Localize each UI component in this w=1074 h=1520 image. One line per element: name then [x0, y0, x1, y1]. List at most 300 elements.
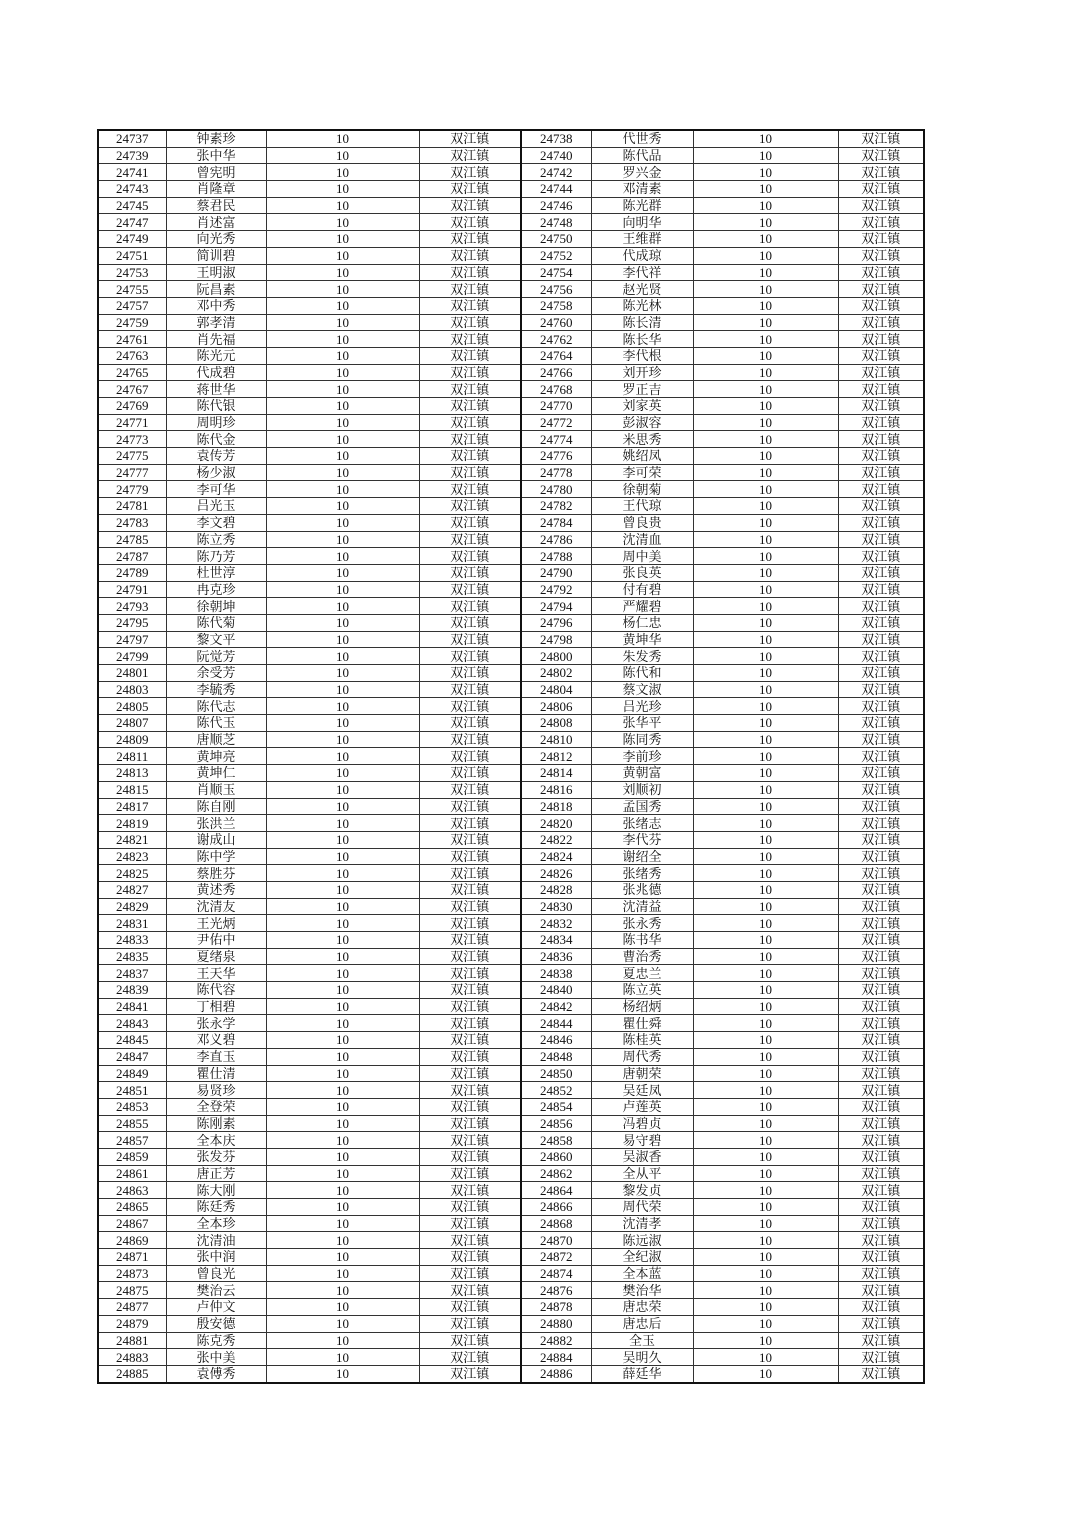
town-cell: 双江镇	[838, 314, 924, 331]
name-cell: 蔡胜芬	[166, 865, 266, 882]
amount-cell: 10	[266, 1132, 419, 1149]
name-cell: 冯碧贞	[591, 1115, 693, 1132]
record-id-cell: 24885	[98, 1365, 166, 1382]
town-cell: 双江镇	[838, 748, 924, 765]
record-id-cell: 24798	[521, 631, 591, 648]
record-id-cell: 24792	[521, 581, 591, 598]
table-row	[98, 1315, 924, 1332]
name-cell: 李前珍	[591, 748, 693, 765]
name-cell: 陈中学	[166, 848, 266, 865]
record-id-cell: 24762	[521, 331, 591, 348]
town-cell: 双江镇	[838, 281, 924, 298]
name-cell: 阮昌素	[166, 281, 266, 298]
name-cell: 吕光珍	[591, 698, 693, 715]
record-id-cell: 24822	[521, 831, 591, 848]
name-cell: 蔡文淑	[591, 681, 693, 698]
town-cell: 双江镇	[419, 331, 521, 348]
name-cell: 卢仲文	[166, 1299, 266, 1316]
record-id-cell: 24830	[521, 898, 591, 915]
town-cell: 双江镇	[838, 381, 924, 398]
town-cell: 双江镇	[419, 765, 521, 782]
record-id-cell: 24832	[521, 915, 591, 932]
name-cell: 张永秀	[591, 915, 693, 932]
record-id-cell: 24828	[521, 881, 591, 898]
table-row	[98, 1332, 924, 1349]
amount-cell: 10	[266, 464, 419, 481]
amount-cell: 10	[266, 1249, 419, 1266]
town-cell: 双江镇	[838, 965, 924, 982]
record-id-cell: 24777	[98, 464, 166, 481]
name-cell: 张中美	[166, 1349, 266, 1366]
town-cell: 双江镇	[838, 197, 924, 214]
town-cell: 双江镇	[419, 1332, 521, 1349]
amount-cell: 10	[266, 865, 419, 882]
name-cell: 张兆德	[591, 881, 693, 898]
amount-cell: 10	[693, 781, 838, 798]
amount-cell: 10	[266, 431, 419, 448]
record-id-cell: 24770	[521, 398, 591, 415]
town-cell: 双江镇	[838, 1182, 924, 1199]
record-id-cell: 24752	[521, 247, 591, 264]
record-id-cell: 24871	[98, 1249, 166, 1266]
town-cell: 双江镇	[838, 1299, 924, 1316]
amount-cell: 10	[266, 264, 419, 281]
name-cell: 冉克珍	[166, 581, 266, 598]
record-id-cell: 24783	[98, 514, 166, 531]
amount-cell: 10	[693, 214, 838, 231]
record-id-cell: 24760	[521, 314, 591, 331]
amount-cell: 10	[266, 231, 419, 248]
amount-cell: 10	[266, 381, 419, 398]
town-cell: 双江镇	[838, 998, 924, 1015]
name-cell: 张华平	[591, 715, 693, 732]
amount-cell: 10	[693, 314, 838, 331]
record-id-cell: 24850	[521, 1065, 591, 1082]
town-cell: 双江镇	[838, 214, 924, 231]
town-cell: 双江镇	[838, 331, 924, 348]
record-id-cell: 24786	[521, 531, 591, 548]
name-cell: 陈代金	[166, 431, 266, 448]
record-id-cell: 24774	[521, 431, 591, 448]
town-cell: 双江镇	[419, 181, 521, 198]
town-cell: 双江镇	[419, 1232, 521, 1249]
name-cell: 刘家英	[591, 398, 693, 415]
amount-cell: 10	[693, 231, 838, 248]
amount-cell: 10	[693, 431, 838, 448]
name-cell: 杨少淑	[166, 464, 266, 481]
town-cell: 双江镇	[419, 798, 521, 815]
record-id-cell: 24869	[98, 1232, 166, 1249]
town-cell: 双江镇	[419, 1199, 521, 1216]
name-cell: 陈代品	[591, 147, 693, 164]
amount-cell: 10	[266, 498, 419, 515]
amount-cell: 10	[693, 181, 838, 198]
record-id-cell: 24751	[98, 247, 166, 264]
town-cell: 双江镇	[838, 881, 924, 898]
name-cell: 陈立英	[591, 982, 693, 999]
record-id-cell: 24790	[521, 564, 591, 581]
record-id-cell: 24867	[98, 1215, 166, 1232]
record-id-cell: 24861	[98, 1165, 166, 1182]
town-cell: 双江镇	[838, 1082, 924, 1099]
town-cell: 双江镇	[838, 815, 924, 832]
table-row	[98, 798, 924, 815]
table-row	[98, 147, 924, 164]
record-id-cell: 24880	[521, 1315, 591, 1332]
name-cell: 代成碧	[166, 364, 266, 381]
town-cell: 双江镇	[838, 614, 924, 631]
amount-cell: 10	[693, 932, 838, 949]
record-id-cell: 24768	[521, 381, 591, 398]
amount-cell: 10	[693, 498, 838, 515]
amount-cell: 10	[266, 297, 419, 314]
town-cell: 双江镇	[419, 1182, 521, 1199]
record-id-cell: 24837	[98, 965, 166, 982]
table-row	[98, 1032, 924, 1049]
name-cell: 肖先福	[166, 331, 266, 348]
table-row	[98, 281, 924, 298]
name-cell: 黄坤亮	[166, 748, 266, 765]
amount-cell: 10	[693, 765, 838, 782]
amount-cell: 10	[266, 781, 419, 798]
amount-cell: 10	[693, 815, 838, 832]
town-cell: 双江镇	[419, 130, 521, 147]
record-id-cell: 24874	[521, 1265, 591, 1282]
town-cell: 双江镇	[419, 1265, 521, 1282]
record-id-cell: 24766	[521, 364, 591, 381]
name-cell: 李直玉	[166, 1048, 266, 1065]
table-row	[98, 498, 924, 515]
amount-cell: 10	[693, 698, 838, 715]
record-id-cell: 24775	[98, 448, 166, 465]
amount-cell: 10	[266, 1299, 419, 1316]
amount-cell: 10	[693, 631, 838, 648]
amount-cell: 10	[693, 1115, 838, 1132]
record-id-cell: 24824	[521, 848, 591, 865]
town-cell: 双江镇	[838, 1148, 924, 1165]
amount-cell: 10	[266, 848, 419, 865]
name-cell: 黄述秀	[166, 881, 266, 898]
name-cell: 张发芬	[166, 1148, 266, 1165]
amount-cell: 10	[266, 398, 419, 415]
amount-cell: 10	[266, 1032, 419, 1049]
record-id-cell: 24882	[521, 1332, 591, 1349]
amount-cell: 10	[266, 281, 419, 298]
amount-cell: 10	[693, 464, 838, 481]
name-cell: 刘顺初	[591, 781, 693, 798]
name-cell: 周中美	[591, 548, 693, 565]
amount-cell: 10	[266, 965, 419, 982]
amount-cell: 10	[266, 514, 419, 531]
amount-cell: 10	[693, 748, 838, 765]
record-id-cell: 24843	[98, 1015, 166, 1032]
name-cell: 沈清孝	[591, 1215, 693, 1232]
town-cell: 双江镇	[419, 514, 521, 531]
town-cell: 双江镇	[838, 1215, 924, 1232]
table-row	[98, 314, 924, 331]
table-row	[98, 765, 924, 782]
record-id-cell: 24754	[521, 264, 591, 281]
record-id-cell: 24816	[521, 781, 591, 798]
record-id-cell: 24755	[98, 281, 166, 298]
town-cell: 双江镇	[419, 715, 521, 732]
amount-cell: 10	[266, 1015, 419, 1032]
record-id-cell: 24818	[521, 798, 591, 815]
amount-cell: 10	[693, 798, 838, 815]
amount-cell: 10	[266, 648, 419, 665]
record-id-cell: 24782	[521, 498, 591, 515]
amount-cell: 10	[266, 1332, 419, 1349]
record-id-cell: 24805	[98, 698, 166, 715]
record-id-cell: 24772	[521, 414, 591, 431]
town-cell: 双江镇	[838, 1032, 924, 1049]
name-cell: 米思秀	[591, 431, 693, 448]
town-cell: 双江镇	[838, 548, 924, 565]
record-id-cell: 24849	[98, 1065, 166, 1082]
table-row	[98, 581, 924, 598]
table-row	[98, 1065, 924, 1082]
record-id-cell: 24741	[98, 164, 166, 181]
name-cell: 邓义碧	[166, 1032, 266, 1049]
record-id-cell: 24769	[98, 398, 166, 415]
town-cell: 双江镇	[838, 1098, 924, 1115]
name-cell: 陈书华	[591, 932, 693, 949]
amount-cell: 10	[693, 1098, 838, 1115]
record-id-cell: 24844	[521, 1015, 591, 1032]
record-id-cell: 24776	[521, 448, 591, 465]
record-id-cell: 24799	[98, 648, 166, 665]
amount-cell: 10	[693, 1032, 838, 1049]
amount-cell: 10	[693, 1199, 838, 1216]
record-id-cell: 24797	[98, 631, 166, 648]
name-cell: 夏绪泉	[166, 948, 266, 965]
amount-cell: 10	[266, 1199, 419, 1216]
town-cell: 双江镇	[419, 1032, 521, 1049]
amount-cell: 10	[266, 948, 419, 965]
amount-cell: 10	[693, 881, 838, 898]
name-cell: 张洪兰	[166, 815, 266, 832]
town-cell: 双江镇	[838, 915, 924, 932]
table-row	[98, 1165, 924, 1182]
town-cell: 双江镇	[419, 1299, 521, 1316]
town-cell: 双江镇	[419, 881, 521, 898]
name-cell: 姚绍凤	[591, 448, 693, 465]
name-cell: 张绪秀	[591, 865, 693, 882]
amount-cell: 10	[266, 1349, 419, 1366]
name-cell: 陈克秀	[166, 1332, 266, 1349]
town-cell: 双江镇	[838, 431, 924, 448]
amount-cell: 10	[693, 264, 838, 281]
town-cell: 双江镇	[419, 598, 521, 615]
amount-cell: 10	[693, 1315, 838, 1332]
name-cell: 向光秀	[166, 231, 266, 248]
record-id-cell: 24839	[98, 982, 166, 999]
amount-cell: 10	[266, 1048, 419, 1065]
name-cell: 李代芬	[591, 831, 693, 848]
name-cell: 薛廷华	[591, 1365, 693, 1382]
town-cell: 双江镇	[419, 1065, 521, 1082]
town-cell: 双江镇	[838, 464, 924, 481]
name-cell: 朱发秀	[591, 648, 693, 665]
town-cell: 双江镇	[838, 898, 924, 915]
table-row	[98, 681, 924, 698]
name-cell: 唐顺芝	[166, 731, 266, 748]
name-cell: 唐正芳	[166, 1165, 266, 1182]
town-cell: 双江镇	[838, 414, 924, 431]
table-row	[98, 898, 924, 915]
name-cell: 蒋世华	[166, 381, 266, 398]
name-cell: 全本庆	[166, 1132, 266, 1149]
town-cell: 双江镇	[838, 531, 924, 548]
town-cell: 双江镇	[838, 564, 924, 581]
amount-cell: 10	[693, 414, 838, 431]
amount-cell: 10	[693, 297, 838, 314]
record-id-cell: 24785	[98, 531, 166, 548]
record-id-cell: 24857	[98, 1132, 166, 1149]
amount-cell: 10	[266, 665, 419, 682]
name-cell: 向明华	[591, 214, 693, 231]
name-cell: 殷安德	[166, 1315, 266, 1332]
amount-cell: 10	[266, 748, 419, 765]
name-cell: 陈代志	[166, 698, 266, 715]
record-id-cell: 24796	[521, 614, 591, 631]
town-cell: 双江镇	[419, 848, 521, 865]
table-row	[98, 1182, 924, 1199]
amount-cell: 10	[266, 414, 419, 431]
amount-cell: 10	[693, 1299, 838, 1316]
name-cell: 陈桂英	[591, 1032, 693, 1049]
name-cell: 钟素珍	[166, 130, 266, 147]
name-cell: 唐忠后	[591, 1315, 693, 1332]
record-id-cell: 24886	[521, 1365, 591, 1382]
town-cell: 双江镇	[838, 130, 924, 147]
record-id-cell: 24740	[521, 147, 591, 164]
amount-cell: 10	[266, 731, 419, 748]
name-cell: 张中润	[166, 1249, 266, 1266]
record-id-cell: 24757	[98, 297, 166, 314]
town-cell: 双江镇	[419, 1349, 521, 1366]
town-cell: 双江镇	[838, 164, 924, 181]
name-cell: 袁传芳	[166, 448, 266, 465]
name-cell: 李代根	[591, 347, 693, 364]
table-row	[98, 1199, 924, 1216]
table-row	[98, 815, 924, 832]
table-row	[98, 347, 924, 364]
table-row	[98, 1215, 924, 1232]
name-cell: 代世秀	[591, 130, 693, 147]
town-cell: 双江镇	[838, 665, 924, 682]
town-cell: 双江镇	[419, 347, 521, 364]
amount-cell: 10	[693, 915, 838, 932]
record-id-cell: 24856	[521, 1115, 591, 1132]
amount-cell: 10	[693, 1015, 838, 1032]
record-id-cell: 24873	[98, 1265, 166, 1282]
record-id-cell: 24787	[98, 548, 166, 565]
table-row	[98, 598, 924, 615]
name-cell: 陈廷秀	[166, 1199, 266, 1216]
name-cell: 黄坤华	[591, 631, 693, 648]
town-cell: 双江镇	[419, 815, 521, 832]
town-cell: 双江镇	[838, 1365, 924, 1382]
record-id-cell: 24778	[521, 464, 591, 481]
town-cell: 双江镇	[838, 1015, 924, 1032]
amount-cell: 10	[266, 765, 419, 782]
record-id-cell: 24821	[98, 831, 166, 848]
town-cell: 双江镇	[419, 481, 521, 498]
amount-cell: 10	[266, 915, 419, 932]
table-row	[98, 331, 924, 348]
town-cell: 双江镇	[838, 848, 924, 865]
record-id-cell: 24811	[98, 748, 166, 765]
table-row	[98, 1265, 924, 1282]
town-cell: 双江镇	[419, 364, 521, 381]
name-cell: 李代祥	[591, 264, 693, 281]
record-id-cell: 24745	[98, 197, 166, 214]
name-cell: 沈清血	[591, 531, 693, 548]
town-cell: 双江镇	[838, 147, 924, 164]
town-cell: 双江镇	[838, 1048, 924, 1065]
amount-cell: 10	[693, 514, 838, 531]
name-cell: 黄朝富	[591, 765, 693, 782]
amount-cell: 10	[266, 181, 419, 198]
record-id-cell: 24781	[98, 498, 166, 515]
name-cell: 罗正吉	[591, 381, 693, 398]
amount-cell: 10	[693, 448, 838, 465]
town-cell: 双江镇	[419, 1132, 521, 1149]
town-cell: 双江镇	[419, 214, 521, 231]
name-cell: 杨仁忠	[591, 614, 693, 631]
town-cell: 双江镇	[838, 831, 924, 848]
amount-cell: 10	[693, 1282, 838, 1299]
town-cell: 双江镇	[419, 448, 521, 465]
record-id-cell: 24876	[521, 1282, 591, 1299]
town-cell: 双江镇	[838, 1065, 924, 1082]
record-id-cell: 24848	[521, 1048, 591, 1065]
name-cell: 王天华	[166, 965, 266, 982]
town-cell: 双江镇	[419, 1015, 521, 1032]
amount-cell: 10	[266, 798, 419, 815]
record-id-cell: 24747	[98, 214, 166, 231]
town-cell: 双江镇	[419, 431, 521, 448]
record-id-cell: 24847	[98, 1048, 166, 1065]
amount-cell: 10	[693, 1232, 838, 1249]
table-row	[98, 1249, 924, 1266]
town-cell: 双江镇	[838, 231, 924, 248]
name-cell: 郭孝清	[166, 314, 266, 331]
name-cell: 肖隆章	[166, 181, 266, 198]
record-id-cell: 24851	[98, 1082, 166, 1099]
table-row	[98, 181, 924, 198]
amount-cell: 10	[693, 247, 838, 264]
town-cell: 双江镇	[838, 181, 924, 198]
town-cell: 双江镇	[419, 665, 521, 682]
name-cell: 樊治华	[591, 1282, 693, 1299]
record-id-cell: 24845	[98, 1032, 166, 1049]
record-id-cell: 24838	[521, 965, 591, 982]
amount-cell: 10	[693, 998, 838, 1015]
name-cell: 李毓秀	[166, 681, 266, 698]
town-cell: 双江镇	[838, 1132, 924, 1149]
record-id-cell: 24758	[521, 297, 591, 314]
amount-cell: 10	[266, 815, 419, 832]
record-id-cell: 24767	[98, 381, 166, 398]
record-id-cell: 24866	[521, 1199, 591, 1216]
record-id-cell: 24840	[521, 982, 591, 999]
name-cell: 肖顺玉	[166, 781, 266, 798]
table-row	[98, 197, 924, 214]
record-id-cell: 24738	[521, 130, 591, 147]
record-id-cell: 24810	[521, 731, 591, 748]
